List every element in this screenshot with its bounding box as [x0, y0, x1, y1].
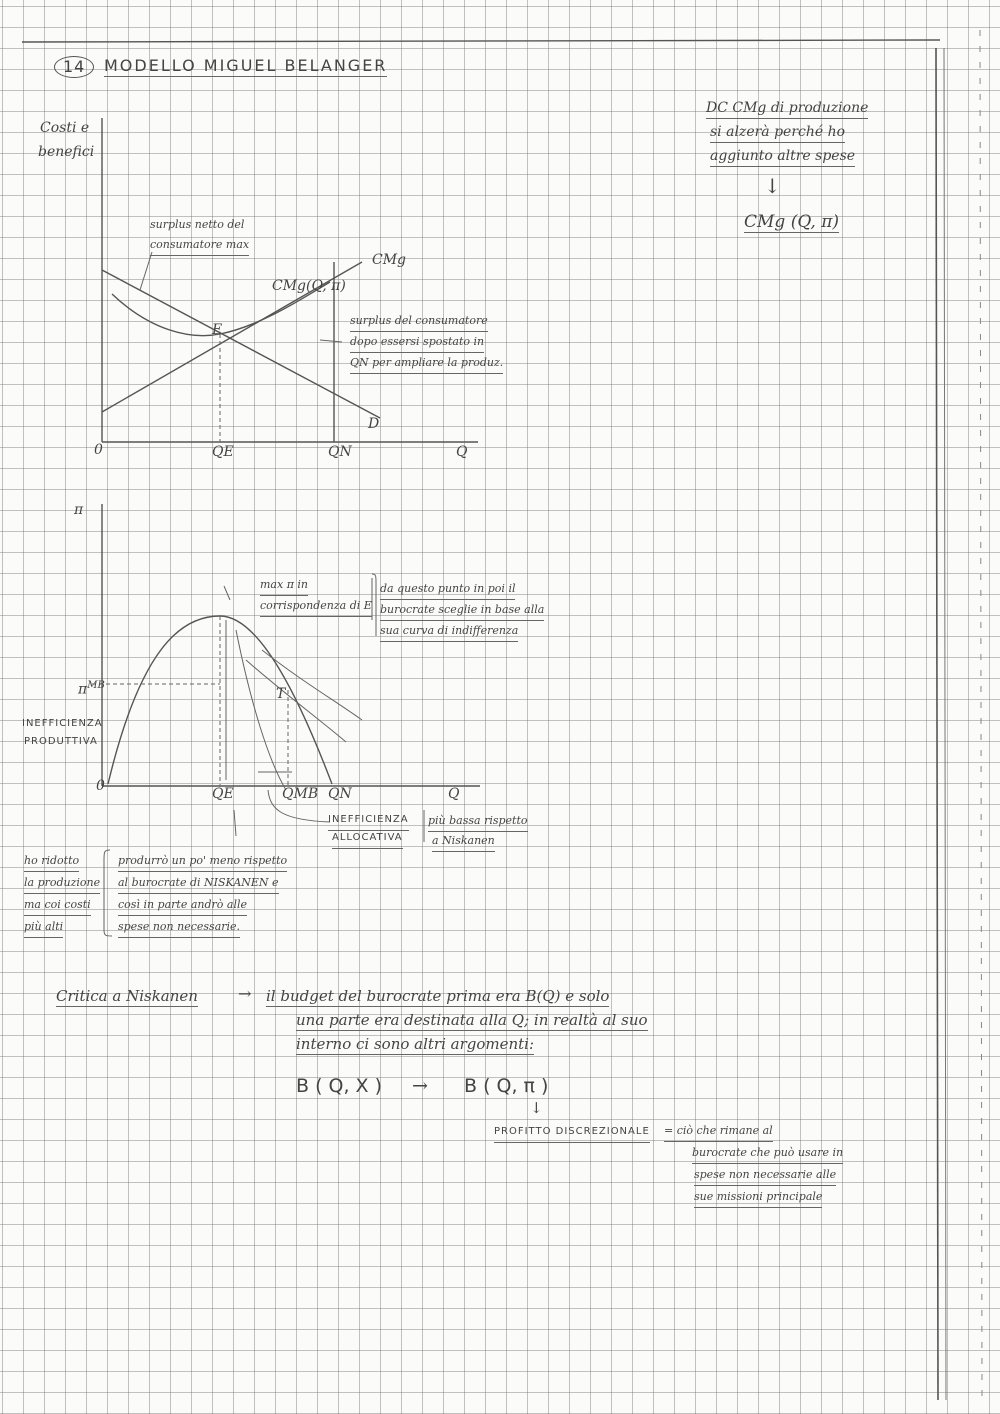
left-note-line-2: la produzione — [24, 872, 100, 894]
graph-2-origin: 0 — [96, 778, 105, 794]
productive-inefficiency-line-1: INEFFICIENZA — [22, 718, 103, 729]
right-note-line-2: al burocrate di NISKANEN e — [118, 872, 279, 894]
formula-down-arrow-icon: ↓ — [530, 1099, 543, 1117]
allocative-inefficiency-line-2: ALLOCATIVA — [332, 828, 403, 849]
curve-label-cmg: CMg — [372, 252, 407, 268]
right-note-line-4: spese non necessarie. — [118, 916, 240, 938]
allocative-inefficiency-line-1: INEFFICIENZA — [328, 810, 409, 831]
critique-line-1: il budget del burocrate prima era B(Q) e solo — [266, 987, 610, 1005]
top-note-line-1: DC CMg di produzione — [706, 98, 868, 119]
profit-def-line-3: spese non necessarie alle — [694, 1164, 836, 1186]
max-note-line-2: corrispondenza di E — [260, 595, 372, 617]
graph-2-tick-qe: QE — [212, 786, 234, 802]
graph-1-origin: 0 — [94, 442, 103, 458]
graph-2-ylabel: π — [74, 502, 84, 518]
graph-1-ylabel-line-2: benefici — [38, 144, 95, 160]
left-note-line-4: più alti — [24, 916, 63, 938]
bureaucrat-note-line-3: sua curva di indifferenza — [380, 620, 518, 642]
graph-1-ylabel-line-1: Costi e — [40, 120, 90, 136]
productive-inefficiency-line-2: PRODUTTIVA — [24, 736, 98, 747]
allocative-note-line-1: più bassa rispetto — [428, 810, 528, 832]
top-note-line-2: si alzerà perché ho — [710, 122, 845, 143]
critique-line-3: interno ci sono altri argomenti: — [296, 1035, 535, 1053]
graph-1-annot-left-line-2: consumatore max — [150, 234, 249, 256]
right-note-line-1: produrrò un po' meno rispetto — [118, 850, 287, 872]
left-note-line-1: ho ridotto — [24, 850, 79, 872]
top-note-result: CMg (Q, π) — [744, 212, 840, 232]
formula-arrow-icon: → — [412, 1075, 428, 1097]
graph-1-annot-right-line-2: dopo essersi spostato in — [350, 331, 484, 353]
graph-1-tick-qn: QN — [328, 444, 352, 460]
profit-def-line-1: = ciò che rimane al — [664, 1120, 773, 1142]
top-note-line-3: aggiunto altre spese — [710, 146, 855, 167]
curve-label-cmg-pi: CMg(Q, π) — [272, 278, 346, 294]
left-note-line-3: ma coi costi — [24, 894, 91, 916]
graph-1-annot-left-line-1: surplus netto del — [150, 218, 245, 231]
point-label-e: E — [212, 322, 223, 338]
profit-def-line-4: sue missioni principale — [694, 1186, 822, 1208]
title-number: 14 — [54, 56, 94, 78]
graph-1-tick-qe: QE — [212, 444, 234, 460]
graph-1-annot-right-line-3: QN per ampliare la produz. — [350, 352, 503, 374]
max-note-line-1: max π in — [260, 574, 308, 596]
allocative-note-line-2: a Niskanen — [432, 830, 495, 852]
critique-lead: Critica a Niskanen — [56, 987, 198, 1005]
graph-1-annot-right-line-1: surplus del consumatore — [350, 310, 488, 332]
formula-right: B ( Q, π ) — [464, 1075, 549, 1097]
curve-label-d: D — [368, 416, 380, 432]
graph-2-tick-qn: QN — [328, 786, 352, 802]
profit-def-line-2: burocrate che può usare in — [692, 1142, 843, 1164]
bureaucrat-note-line-2: burocrate sceglie in base alla — [380, 599, 544, 621]
profit-label: PROFITTO DISCREZIONALE — [494, 1122, 650, 1143]
pi-mb-label: $\pi^{MB}$ — [78, 680, 105, 698]
graph-2-xlabel: Q — [448, 786, 460, 802]
right-arrow-icon: → — [238, 984, 252, 1003]
graph-2-tick-qmb: QMB — [282, 786, 319, 802]
formula-left: B ( Q, X ) — [296, 1075, 383, 1097]
page-title: MODELLO MIGUEL BELANGER — [104, 56, 388, 75]
right-note-line-3: così in parte andrò alle — [118, 894, 247, 916]
graph-1-xlabel: Q — [456, 444, 468, 460]
down-arrow-icon: ↓ — [764, 174, 781, 198]
bureaucrat-note-line-1: da questo punto in poi il — [380, 578, 515, 600]
critique-line-2: una parte era destinata alla Q; in realtà al suo — [296, 1011, 648, 1029]
point-label-t: T — [276, 686, 286, 702]
